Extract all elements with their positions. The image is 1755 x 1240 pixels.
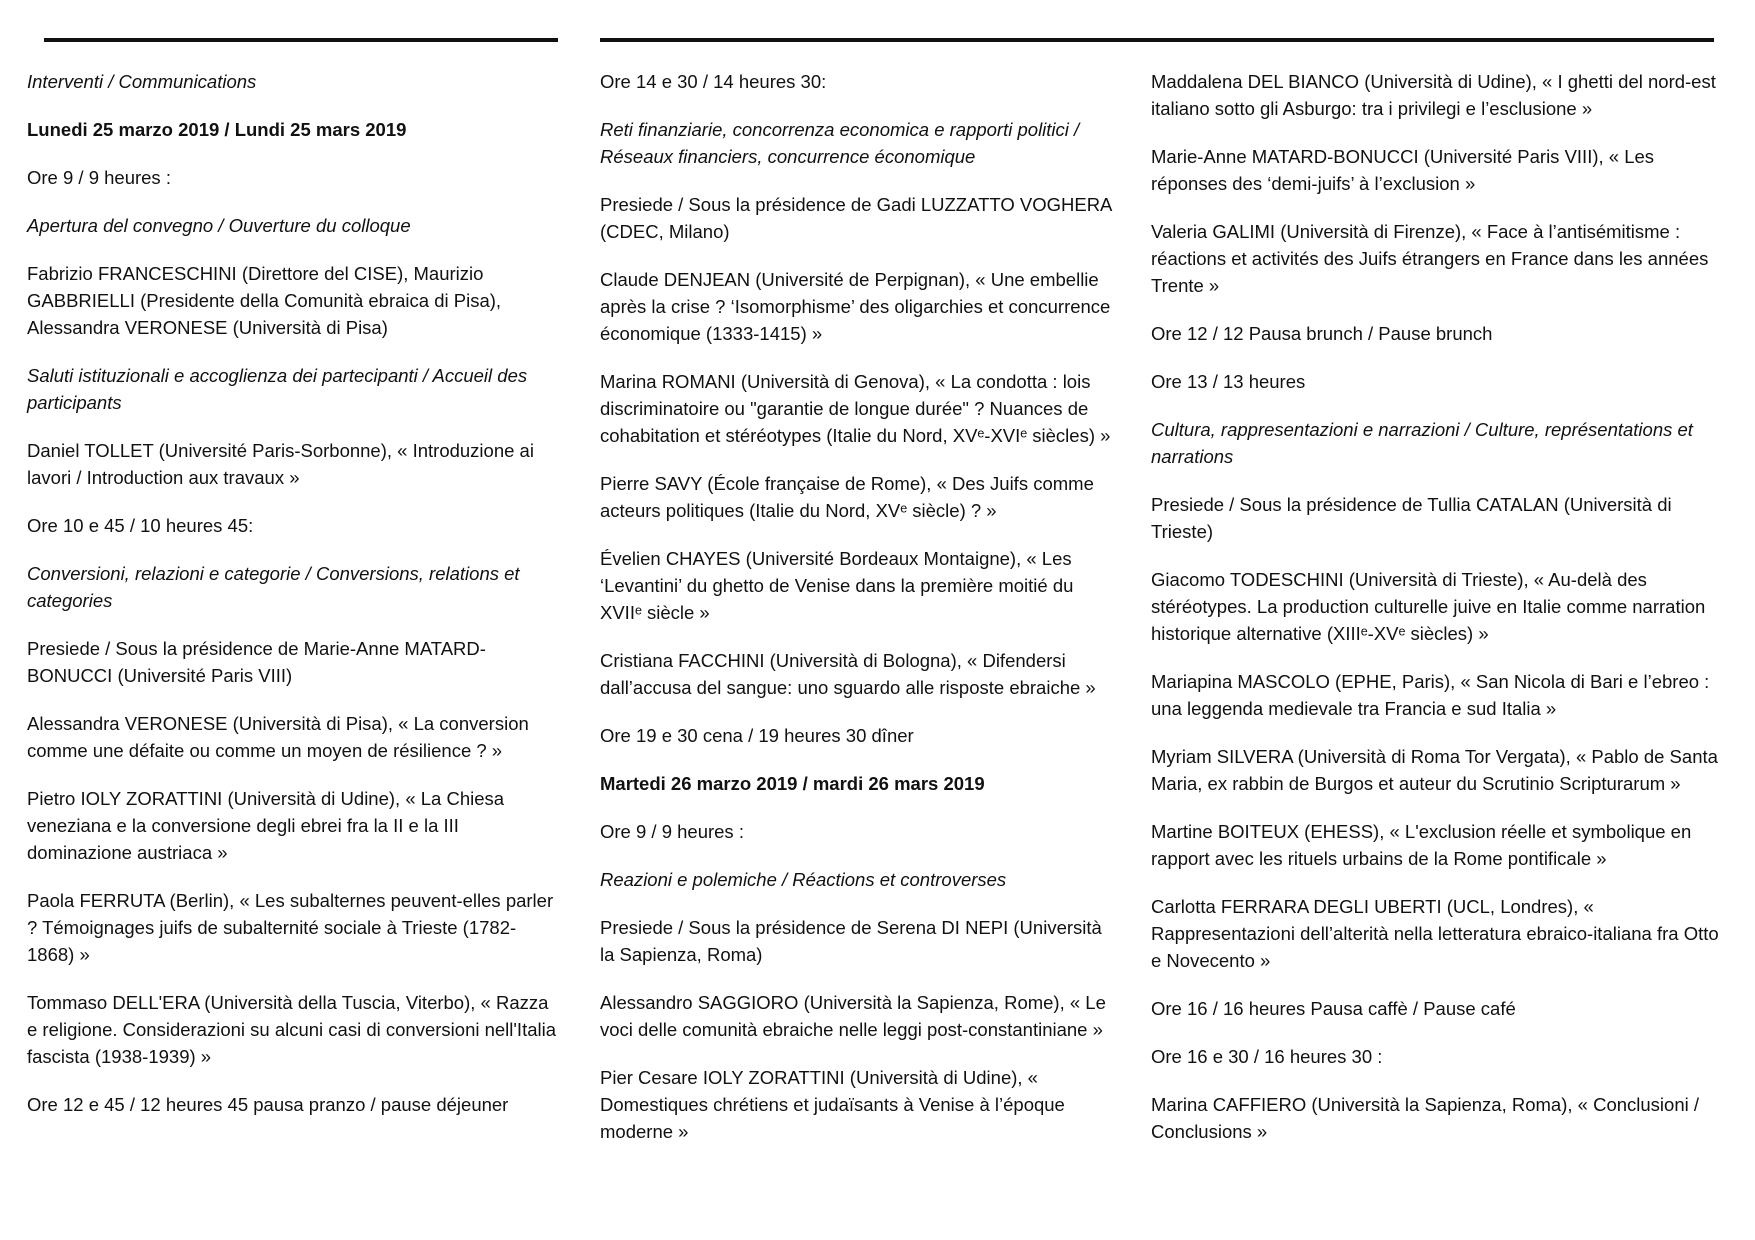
program-entry: Ore 16 / 16 heures Pausa caffè / Pause café (1151, 998, 1516, 1019)
program-entry: Mariapina MASCOLO (EPHE, Paris), « San Nicola di Bari e l’ebreo : una leggenda medievale tra Francia e sud Italia » (1151, 671, 1710, 719)
program-entry: Marina ROMANI (Università di Genova), « La condotta : lois discriminatoire ou "garantie de longue durée" ? Nuances de cohabitation et stéréotypes (Italie du Nord, XVᵉ-XVIᵉ siècles) » (600, 371, 1111, 446)
program-entry: Évelien CHAYES (Université Bordeaux Montaigne), « Les ‘Levantini’ du ghetto de Venise dans la première moitié du XVIIᵉ siècle » (600, 548, 1074, 623)
program-entry: Ore 16 e 30 / 16 heures 30 : (1151, 1046, 1383, 1067)
program-entry: Ore 13 / 13 heures (1151, 371, 1306, 392)
day-heading: Martedi 26 marzo 2019 / mardi 26 mars 2019 (600, 773, 985, 794)
program-entry: Fabrizio FRANCESCHINI (Direttore del CISE), Maurizio GABBRIELLI (Presidente della Comunità ebraica di Pisa), Alessandra VERONESE (Università di Pisa) (27, 263, 502, 338)
program-entry: Presiede / Sous la présidence de Serena DI NEPI (Università la Sapienza, Roma) (600, 917, 1102, 965)
program-entry: Presiede / Sous la présidence de Marie-Anne MATARD-BONUCCI (Université Paris VIII) (27, 638, 486, 686)
program-entry: Marina CAFFIERO (Università la Sapienza, Roma), « Conclusioni / Conclusions » (1151, 1094, 1699, 1142)
program-entry: Ore 9 / 9 heures : (27, 167, 171, 188)
program-entry: Valeria GALIMI (Università di Firenze), « Face à l’antisémitisme : réactions et activités des Juifs étrangers en France dans les années Trente » (1151, 221, 1709, 296)
program-entry: Cristiana FACCHINI (Università di Bologna), « Difendersi dall’accusa del sangue: uno sguardo alle risposte ebraiche » (600, 650, 1096, 698)
session-title: Interventi / Communications (27, 71, 257, 92)
program-entry: Ore 19 e 30 cena / 19 heures 30 dîner (600, 725, 914, 746)
session-title: Apertura del convegno / Ouverture du colloque (27, 215, 411, 236)
program-entry: Ore 9 / 9 heures : (600, 821, 744, 842)
program-entry: Ore 10 e 45 / 10 heures 45: (27, 515, 254, 536)
program-column-3 (1151, 68, 1726, 1166)
top-rule-right (600, 38, 1714, 42)
session-title: Conversioni, relazioni e categorie / Conversions, relations et categories (27, 563, 520, 611)
program-entry: Carlotta FERRARA DEGLI UBERTI (UCL, Londres), « Rappresentazioni dell’alterità nella letteratura ebraico-italiana fra Otto e Novecento » (1151, 896, 1719, 971)
program-entry: Maddalena DEL BIANCO (Università di Udine), « I ghetti del nord-est italiano sotto gli Asburgo: tra i privilegi e l’esclusione » (1151, 71, 1716, 119)
program-column-1 (27, 68, 557, 1139)
session-title: Reazioni e polemiche / Réactions et controverses (600, 869, 1007, 890)
program-entry: Alessandra VERONESE (Università di Pisa), « La conversion comme une défaite ou comme un moyen de résilience ? » (27, 713, 529, 761)
program-entry: Martine BOITEUX (EHESS), « L'exclusion réelle et symbolique en rapport avec les rituels urbains de la Rome pontificale » (1151, 821, 1692, 869)
day-heading: Lunedi 25 marzo 2019 / Lundi 25 mars 2019 (27, 119, 407, 140)
program-entry: Pier Cesare IOLY ZORATTINI (Università di Udine), « Domestiques chrétiens et judaïsants à Venise à l’époque moderne » (600, 1067, 1065, 1142)
program-entry: Marie-Anne MATARD-BONUCCI (Université Paris VIII), « Les réponses des ‘demi-juifs’ à l’exclusion » (1151, 146, 1655, 194)
session-title: Cultura, rappresentazioni e narrazioni / Culture, représentations et narrations (1151, 419, 1693, 467)
program-entry: Alessandro SAGGIORO (Università la Sapienza, Rome), « Le voci delle comunità ebraiche nelle leggi post-constantiniane » (600, 992, 1106, 1040)
program-entry: Giacomo TODESCHINI (Università di Trieste), « Au-delà des stéréotypes. La production culturelle juive en Italie comme narration historique alternative (XIIIᵉ-XVᵉ siècles) » (1151, 569, 1706, 644)
program-entry: Presiede / Sous la présidence de Tullia CATALAN (Università di Trieste) (1151, 494, 1672, 542)
top-rule-left (44, 38, 558, 42)
program-entry: Pierre SAVY (École française de Rome), « Des Juifs comme acteurs politiques (Italie du Nord, XVᵉ siècle) ? » (600, 473, 1094, 521)
program-entry: Ore 12 e 45 / 12 heures 45 pausa pranzo / pause déjeuner (27, 1094, 509, 1115)
program-entry: Paola FERRUTA (Berlin), « Les subalternes peuvent-elles parler ? Témoignages juifs de subalternité sociale à Trieste (1782-1868) » (27, 890, 554, 965)
program-entry: Presiede / Sous la présidence de Gadi LUZZATTO VOGHERA (CDEC, Milano) (600, 194, 1112, 242)
session-title: Reti finanziarie, concorrenza economica e rapporti politici / Réseaux financiers, concurrence économique (600, 119, 1080, 167)
program-entry: Myriam SILVERA (Università di Roma Tor Vergata), « Pablo de Santa Maria, ex rabbin de Burgos et auteur du Scrutinio Scripturarum » (1151, 746, 1718, 794)
program-column-2 (600, 68, 1120, 1166)
program-entry: Daniel TOLLET (Université Paris-Sorbonne), « Introduzione ai lavori / Introduction aux travaux » (27, 440, 534, 488)
program-entry: Ore 14 e 30 / 14 heures 30: (600, 71, 827, 92)
program-entry: Tommaso DELL'ERA (Università della Tuscia, Viterbo), « Razza e religione. Considerazioni su alcuni casi di conversioni nell'Italia fascista (1938-1939) » (27, 992, 557, 1067)
program-entry: Ore 12 / 12 Pausa brunch / Pause brunch (1151, 323, 1493, 344)
session-title: Saluti istituzionali e accoglienza dei partecipanti / Accueil des participants (27, 365, 528, 413)
program-entry: Claude DENJEAN (Université de Perpignan), « Une embellie après la crise ? ‘Isomorphisme’ des oligarchies et concurrence économique (1333-1415) » (600, 269, 1111, 344)
program-entry: Pietro IOLY ZORATTINI (Università di Udine), « La Chiesa veneziana e la conversione degli ebrei fra la II e la III dominazione austriaca » (27, 788, 505, 863)
